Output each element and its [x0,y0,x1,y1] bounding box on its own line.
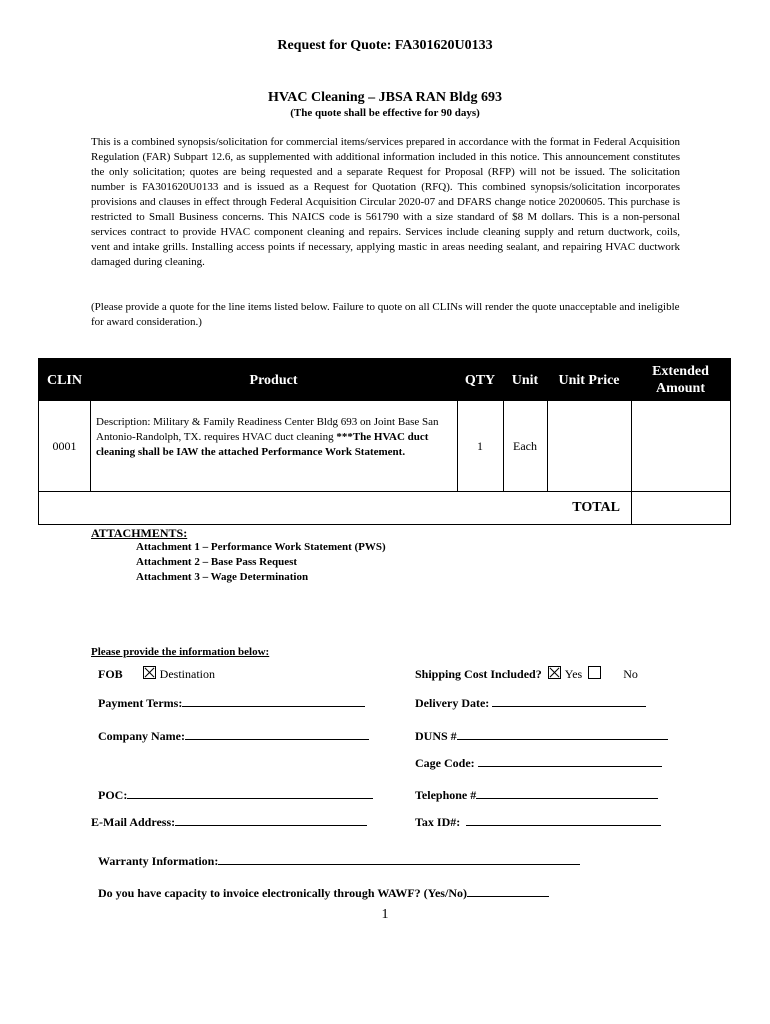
header-unit-price: Unit Price [558,372,620,388]
warranty-field [98,852,580,869]
attachments-heading: ATTACHMENTS: [91,526,188,540]
duns-blank[interactable] [457,727,668,740]
delivery-date-label: Delivery Date: [415,696,490,710]
payment-terms-field [98,694,365,711]
row-clin: 0001 [52,438,77,453]
shipping-no-checkbox[interactable] [588,666,601,679]
delivery-date-blank[interactable] [492,694,646,707]
warranty-blank[interactable] [218,852,580,865]
company-name-field [98,727,369,744]
shipping-label: Shipping Cost Included? [415,667,542,681]
synopsis-paragraph: This is a combined synopsis/solicitation for commercial items/services prepared in accordance with the format in Federal Acquisition Regulation (FAR) Subpart 12.6, as supplemented with additional information included in this notice. This announcement constitutes the only solicitation; quotes are being requested and a separate Request for Proposal (RFP) will not be issued. The solicitation number is FA301620U0133 and is issued as a Request for Quotation (RFQ). This combined synopsis/solicitation incorporates provisions and clauses in effect through Federal Acquisition Circular 2020-07 and DFARS change notice 20200605. This purchase is restricted to Small Business concerns. This NAICS code is 561790 with a size standard of $8 M dollars. This is a non-personal services contract to provide HVAC component cleaning and repairs. Services include cleaning supply and return ductwork, coils, vent and intake grills. Installing access points if necessary, applying mastic in areas needing sealant, and repairing HVAC ductwork damaged during cleaning. [91,136,680,268]
poc-label: POC: [98,788,128,802]
tax-id-blank[interactable] [466,813,661,826]
email-label: E-Mail Address: [91,815,176,829]
company-name-label: Company Name: [98,729,185,743]
header-extended-amount: Extended Amount [652,364,709,396]
cage-code-blank[interactable] [478,754,662,767]
instructions-paragraph: (Please provide a quote for the line items listed below. Failure to quote on all CLINs will render the quote unacceptable and ineligible for award consideration.) [91,301,680,328]
payment-terms-label: Payment Terms: [98,696,183,710]
tax-id-field [415,813,661,830]
poc-blank[interactable] [127,786,373,799]
telephone-label: Telephone # [415,788,477,802]
header-unit: Unit [511,372,539,388]
quote-table [38,358,731,525]
fob-field [98,666,215,682]
fob-label: FOB [98,667,123,681]
fob-destination-checkbox[interactable] [143,666,156,679]
row-qty: 1 [477,438,483,453]
row-unit: Each [513,438,537,453]
total-label: TOTAL [572,500,620,515]
attachment-item: Attachment 2 – Base Pass Request [136,556,298,568]
document-title: Request for Quote: FA301620U0133 [277,38,493,53]
duns-field [415,727,668,744]
delivery-date-field [415,694,646,711]
row-description [96,415,456,460]
attachment-item: Attachment 3 – Wage Determination [136,571,309,583]
warranty-label: Warranty Information: [98,854,219,868]
cage-code-field [415,754,662,771]
grid-line [39,491,730,492]
payment-terms-blank[interactable] [182,694,365,707]
shipping-yes-checkbox[interactable] [548,666,561,679]
tax-id-label: Tax ID#: [415,815,461,829]
cage-code-label: Cage Code: [415,756,475,770]
grid-line [90,401,91,491]
company-name-blank[interactable] [185,727,369,740]
row-extended-amount[interactable] [631,401,730,491]
fob-value: Destination [159,667,215,681]
wawf-label: Do you have capacity to invoice electronically through WAWF? (Yes/No) [98,886,467,900]
telephone-field [415,786,658,803]
duns-label: DUNS # [415,729,457,743]
row-description-text: Description: Military & Family Readiness Center Bldg 693 on Joint Base San Antonio-Randolph, TX. requires HVAC duct cleaning [96,416,439,443]
attachment-item: Attachment 1 – Performance Work Statement (PWS) [136,541,386,553]
row-description-bold: ***The HVAC duct cleaning shall be IAW the attached Performance Work Statement. [96,431,429,458]
row-unit-price[interactable] [547,401,631,491]
header-qty: QTY [464,372,496,388]
wawf-blank[interactable] [467,884,549,897]
email-blank[interactable] [175,813,367,826]
shipping-no-label: No [623,667,638,681]
email-field [91,813,367,830]
telephone-blank[interactable] [476,786,658,799]
shipping-yes-label: Yes [564,667,583,681]
quote-validity-note: (The quote shall be effective for 90 days) [290,107,480,119]
total-value[interactable] [631,491,730,524]
document-subtitle: HVAC Cleaning – JBSA RAN Bldg 693 [268,90,502,105]
page-number: 1 [381,907,389,922]
header-clin: CLIN [46,372,82,388]
wawf-field [98,884,549,901]
form-heading: Please provide the information below: [91,646,270,658]
shipping-field [415,666,638,682]
poc-field [98,786,373,803]
header-product: Product [249,372,298,388]
table-header-row [39,359,730,401]
